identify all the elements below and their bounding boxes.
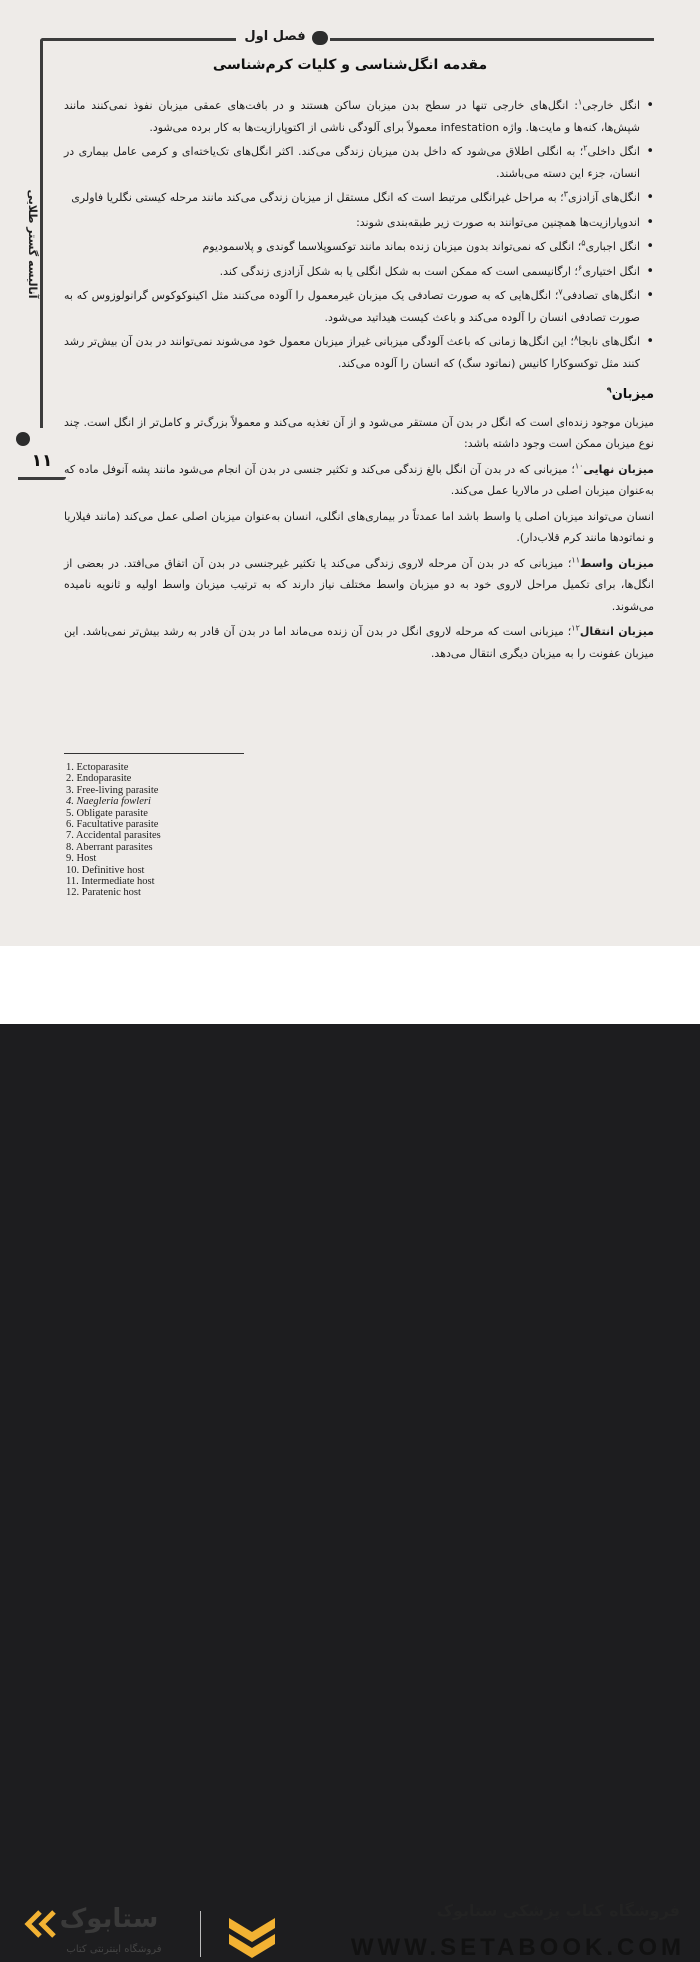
logo-tagline: فروشگاه اینترنتی کتاب bbox=[66, 1944, 162, 1955]
paratenic-host-term: میزبان انتقال bbox=[579, 625, 654, 638]
store-url[interactable]: WWW.SETABOOK.COM bbox=[350, 1934, 685, 1961]
logo-wordmark: ستابوک bbox=[59, 1904, 159, 1934]
intermediate-host-paragraph bbox=[64, 553, 654, 618]
chapter-marker bbox=[312, 31, 328, 45]
footnote-ref: ۷ bbox=[558, 287, 563, 297]
page-number-rule bbox=[18, 477, 66, 480]
footnote: 3. Free-living parasite bbox=[66, 784, 159, 796]
list-item bbox=[64, 141, 640, 184]
list-item-text: : انگل‌های خارجی تنها در سطح بدن میزبان ساکن هستند و در بافت‌های عمقی میزبان نفوذ نمی‌کنند مانند شپش‌ها، کنه‌ها و مایت‌ها. واژه infestation معمولاً برای آلودگی ناشی از اکتوپارازیت‌ها به کار برده می‌شود. bbox=[64, 99, 640, 134]
definitive-host-term: میزبان نهایی bbox=[583, 462, 654, 476]
list-item-term: انگل‌های آزادزی bbox=[567, 191, 640, 204]
footnote-ref: ۱۰ bbox=[574, 460, 584, 470]
intermediate-host-text: ؛ میزبانی که در بدن آن مرحله لاروی زندگی می‌کند یا تکثیر غیرجنسی در بدن آن اتفاق می‌افتد. در بعضی از انگل‌ها، برای تکمیل مراحل لاروی خود به دو میزبان واسط مختلف نیاز دارند که به ترتیب میزبان واسط اولیه و ثانویه نامیده می‌شوند. bbox=[64, 556, 654, 613]
footnote-ref: ۱ bbox=[577, 97, 583, 107]
definitive-host-paragraph bbox=[64, 459, 654, 502]
footnote: 11. Intermediate host bbox=[66, 876, 155, 888]
footnote-ref: ۶ bbox=[577, 262, 583, 272]
list-item bbox=[64, 212, 640, 234]
list-item-text: ؛ ارگانیسمی است که ممکن است به شکل انگلی یا به شکل آزادزی زندگی کند. bbox=[219, 264, 578, 278]
list-item-text: ؛ انگلی که نمی‌تواند بدون میزبان زنده بماند مانند توکسوپلاسما گوندی و پلاسمودیوم bbox=[202, 240, 582, 253]
side-running-title: آنالیسه گستر طلایی bbox=[26, 189, 39, 299]
footnote-rule bbox=[64, 753, 244, 754]
list-item bbox=[64, 187, 640, 209]
store-banner bbox=[0, 946, 700, 1961]
host-heading-text: میزبان bbox=[611, 387, 654, 402]
host-intro: میزبان موجود زنده‌ای است که انگل در بدن آن مستقر می‌شود و از آن تغذیه می‌کند و معمولاً بزرگ‌تر و کامل‌تر از انگل است. چند نوع میزبان ممکن است وجود داشته باشد: bbox=[64, 415, 654, 450]
book-page bbox=[0, 0, 700, 946]
chapter-label: فصل اول bbox=[244, 29, 306, 44]
list-item-text: ؛ به انگلی اطلاق می‌شود که داخل بدن میزبان زندگی می‌کند. اکثر انگل‌های تک‌یاخته‌ای و کرمی عامل بیماری در انسان، جزء این دسته می‌باشند. bbox=[64, 145, 640, 180]
side-tab bbox=[20, 50, 44, 470]
parasite-type-list bbox=[64, 95, 654, 374]
list-item bbox=[64, 95, 640, 138]
page-number: ۱۱ bbox=[31, 451, 53, 471]
footnote-ref: ۸ bbox=[573, 333, 579, 343]
chapter-title: مقدمه انگل‌شناسی و کلیات کرم‌شناسی bbox=[212, 57, 488, 73]
list-item-text: ؛ این انگل‌ها زمانی که باعث آلودگی میزبانی غیراز میزبان معمول خود می‌شوند نمی‌توانند در بدن آن بیش‌تر رشد کنند مثل توکسوکارا کانیس (نماتود سگ) که انسان را آلوده می‌کند. bbox=[64, 335, 640, 370]
footnote: 10. Definitive host bbox=[66, 864, 145, 876]
list-item bbox=[64, 261, 640, 283]
side-marker bbox=[16, 432, 30, 446]
footnotes bbox=[66, 762, 366, 899]
list-item-term: انگل‌های تصادفی bbox=[562, 289, 641, 302]
header-rule-right bbox=[330, 38, 654, 41]
double-chevron-icon bbox=[22, 1910, 62, 1938]
list-item-term: انگل اجباری bbox=[585, 240, 640, 253]
list-item-term: انگل داخلی bbox=[587, 145, 640, 158]
paratenic-host-text: ؛ میزبانی است که مرحله لاروی انگل در بدن آن زنده می‌ماند اما در بدن آن قادر به رشد بیش‌تر نمی‌باشد. این میزبان عفونت را به میزبان دیگری انتقال می‌دهد. bbox=[64, 625, 654, 660]
list-item-term: انگل اختیاری bbox=[582, 264, 640, 278]
list-item bbox=[64, 331, 640, 374]
list-item bbox=[64, 236, 640, 258]
footnote-ref: ۱۱ bbox=[571, 554, 581, 564]
footnote: 4. Naegleria fowleri bbox=[66, 796, 151, 808]
footnote: 5. Obligate parasite bbox=[66, 807, 148, 819]
footnote: 2. Endoparasite bbox=[66, 773, 132, 785]
list-item bbox=[64, 285, 640, 328]
list-item-text: اندوپارازیت‌ها همچنین می‌توانند به صورت زیر طبقه‌بندی شوند: bbox=[356, 215, 640, 229]
definitive-host-text: ؛ میزبانی که در بدن آن انگل بالغ زندگی می‌کند و تکثیر جنسی در بدن آن انجام می‌شود مانند پشه آنوفل ماده که به‌عنوان میزبان اصلی در مالاریا عمل می‌کند. bbox=[64, 462, 654, 497]
paratenic-host-paragraph bbox=[64, 621, 654, 664]
book-logo-icon bbox=[225, 1908, 279, 1962]
footnote: 9. Host bbox=[66, 853, 97, 865]
body-text bbox=[64, 95, 654, 668]
footnote-ref: ۲ bbox=[583, 143, 588, 153]
list-item-text: ؛ انگل‌هایی که به صورت تصادفی یک میزبان غیرمعمول را آلوده می‌کنند مثل اکینوکوکوس گرانولوزوس که به صورت تصادفی انسان را آلوده می‌کند و باعث کیست هیداتید می‌شود. bbox=[64, 289, 640, 324]
header-rule-left bbox=[40, 38, 236, 41]
host-heading bbox=[64, 384, 654, 406]
footnote-ref: ۳ bbox=[563, 189, 568, 199]
footnote: 6. Facultative parasite bbox=[66, 819, 159, 831]
footnote: 1. Ectoparasite bbox=[66, 762, 129, 773]
store-name: فروشگاه کتاب پزشکی ستابوک bbox=[436, 1901, 680, 1920]
footnote-ref: ۹ bbox=[606, 385, 612, 395]
logo-separator bbox=[200, 1911, 201, 1957]
footnote-ref: ۵ bbox=[581, 238, 586, 248]
footnote: 8. Aberrant parasites bbox=[66, 841, 153, 853]
footnote-ref: ۱۲ bbox=[571, 623, 580, 633]
list-item-term: انگل خارجی bbox=[582, 99, 641, 112]
human-host-note: انسان می‌تواند میزبان اصلی یا واسط باشد اما عمدتاً در بیماری‌های انگلی، انسان به‌عنوان میزبان اصلی عمل می‌کند (مانند فیلاریا و نماتودها مانند کرم قلاب‌دار). bbox=[64, 509, 654, 544]
list-item-text: ؛ به مراحل غیرانگلی مرتبط است که انگل مستقل از میزبان زندگی می‌کند مانند مرحله کیستی نگلریا فاولری bbox=[71, 191, 564, 204]
intermediate-host-term: میزبان واسط bbox=[580, 556, 654, 570]
list-item-term: انگل‌های نابجا bbox=[578, 335, 640, 348]
footnote: 7. Accidental parasites bbox=[66, 830, 161, 842]
footnote: 12. Paratenic host bbox=[66, 887, 141, 899]
